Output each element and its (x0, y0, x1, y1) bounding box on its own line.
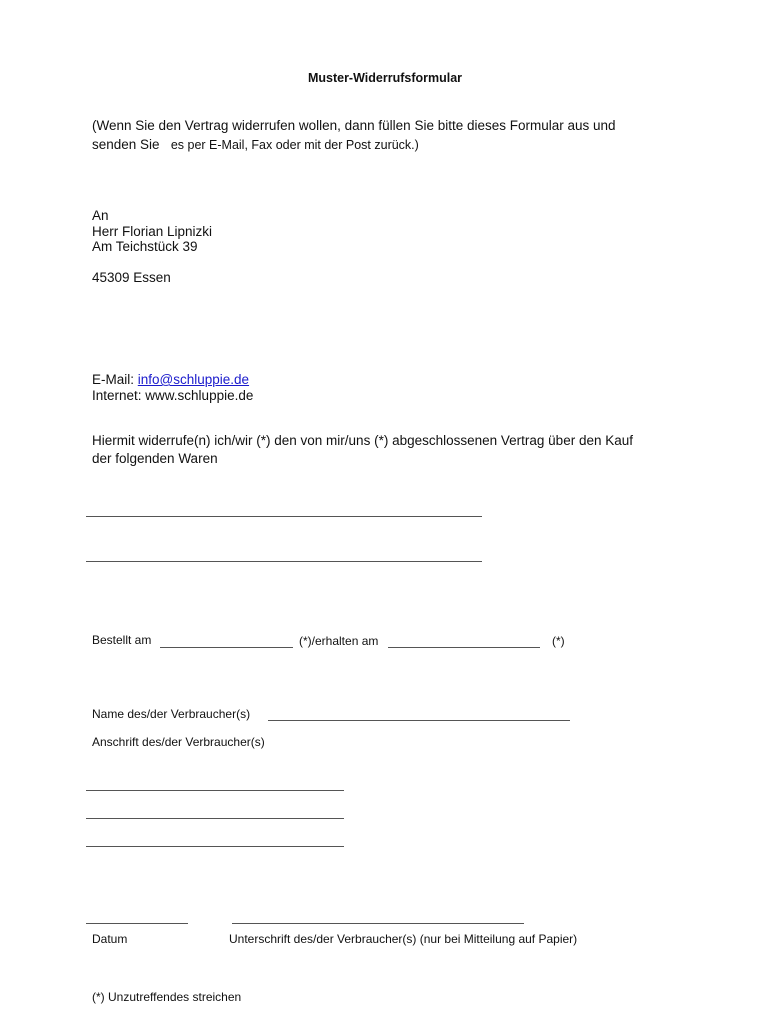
address-line-2[interactable] (86, 818, 344, 819)
received-label: (*)/erhalten am (299, 634, 379, 648)
ordered-date-line[interactable] (160, 647, 293, 648)
internet-label: Internet: (92, 387, 142, 403)
goods-line-1[interactable] (86, 516, 482, 517)
signature-label: Unterschrift des/der Verbraucher(s) (nur bei Mitteilung auf Papier) (229, 932, 578, 946)
intro-line-2 (92, 135, 616, 155)
withdrawal-line-2: der folgenden Waren (92, 450, 218, 466)
goods-line-2[interactable] (86, 561, 482, 562)
recipient-name: Herr Florian Lipnizki (92, 223, 213, 239)
date-label: Datum (92, 932, 128, 946)
consumer-address-label: Anschrift des/der Verbraucher(s) (92, 735, 265, 749)
recipient-address (92, 208, 212, 255)
internet-row (92, 388, 253, 404)
consumer-name-label: Name des/der Verbraucher(s) (92, 707, 251, 721)
date-line[interactable] (86, 923, 188, 924)
intro-line-2-start: senden Sie (92, 137, 160, 152)
internet-address: www.schluppie.de (145, 387, 254, 403)
footnote: (*) Unzutreffendes streichen (92, 990, 242, 1004)
ordered-label: Bestellt am (92, 633, 152, 647)
contact-block (92, 372, 253, 403)
address-line-1[interactable] (86, 790, 344, 791)
intro-line-1: (Wenn Sie den Vertrag widerrufen wollen, dann füllen Sie bitte dieses Formular aus und (92, 118, 616, 133)
address-line-3[interactable] (86, 846, 344, 847)
email-row (92, 372, 253, 388)
withdrawal-statement (92, 432, 633, 467)
asterisk-note: (*) (552, 634, 565, 648)
document-title: Muster-Widerrufsformular (307, 71, 463, 85)
consumer-name-line[interactable] (268, 720, 570, 721)
recipient-city: 45309 Essen (92, 270, 171, 285)
recipient-prefix: An (92, 208, 109, 223)
withdrawal-line-1: Hiermit widerrufe(n) ich/wir (*) den von mir/uns (*) abgeschlossenen Vertrag über den Kauf (92, 433, 633, 448)
signature-line[interactable] (232, 923, 524, 924)
email-link[interactable]: info@schluppie.de (137, 372, 250, 387)
received-date-line[interactable] (388, 647, 540, 648)
email-label: E-Mail: (92, 372, 135, 387)
intro-text (92, 116, 616, 155)
recipient-street: Am Teichstück 39 (92, 239, 198, 254)
intro-line-2-end: es per E-Mail, Fax oder mit der Post zurück.) (170, 138, 419, 152)
